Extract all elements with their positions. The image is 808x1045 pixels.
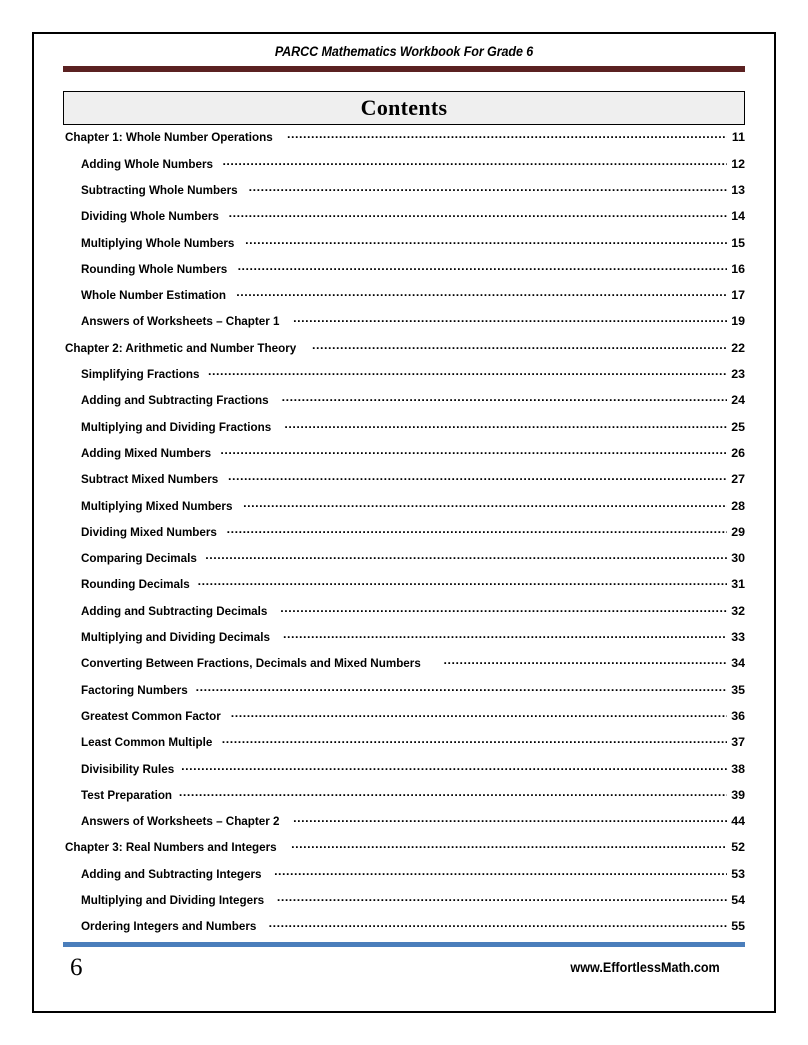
toc-dot-leader <box>284 418 727 430</box>
toc-dot-leader <box>222 155 727 167</box>
toc-dot-leader <box>287 129 727 141</box>
toc-dot-leader <box>282 392 727 404</box>
toc-dot-leader <box>274 865 727 877</box>
toc-entry-label: Dividing Mixed Numbers <box>81 524 217 539</box>
toc-entry-row[interactable] <box>63 602 745 628</box>
table-of-contents-list <box>63 126 745 944</box>
toc-entry-label: Comparing Decimals <box>81 551 197 566</box>
toc-entry-row[interactable] <box>63 260 745 286</box>
toc-entry-row[interactable] <box>63 655 745 681</box>
toc-entry-label: Adding Mixed Numbers <box>81 445 212 460</box>
toc-chapter-row[interactable] <box>63 129 745 155</box>
toc-entry-label: Multiplying and Dividing Fractions <box>81 419 272 434</box>
toc-entry-label: Answers of Worksheets – Chapter 1 <box>81 314 280 329</box>
toc-entry-row[interactable] <box>63 550 745 576</box>
footer-website-label: www.EffortlessMath.com <box>570 959 720 976</box>
toc-entry-label: Rounding Decimals <box>81 577 190 592</box>
toc-entry-row[interactable] <box>63 629 745 655</box>
toc-dot-leader <box>222 734 727 746</box>
toc-entry-row[interactable] <box>63 366 745 392</box>
running-header <box>63 34 745 72</box>
toc-entry-page-number: 33 <box>731 630 745 645</box>
toc-entry-page-number: 52 <box>731 840 745 855</box>
toc-entry-row[interactable] <box>63 865 745 891</box>
toc-dot-leader <box>236 287 727 299</box>
toc-entry-label: Test Preparation <box>81 787 173 802</box>
toc-entry-page-number: 31 <box>731 577 745 592</box>
toc-entry-row[interactable] <box>63 708 745 734</box>
toc-entry-page-number: 12 <box>731 156 745 171</box>
toc-dot-leader <box>181 760 727 772</box>
page-content-area <box>34 34 774 1011</box>
toc-entry-label: Simplifying Fractions <box>81 367 200 382</box>
toc-entry-row[interactable] <box>63 576 745 602</box>
toc-entry-page-number: 28 <box>731 498 745 513</box>
toc-entry-page-number: 25 <box>731 419 745 434</box>
toc-entry-page-number: 14 <box>731 209 745 224</box>
toc-entry-page-number: 23 <box>731 367 745 382</box>
toc-dot-leader <box>231 708 727 720</box>
toc-dot-leader <box>227 523 727 535</box>
toc-dot-leader <box>229 208 727 220</box>
toc-entry-row[interactable] <box>63 392 745 418</box>
toc-entry-row[interactable] <box>63 313 745 339</box>
toc-entry-row[interactable] <box>63 918 745 944</box>
toc-entry-page-number: 26 <box>731 445 745 460</box>
toc-entry-page-number: 30 <box>731 551 745 566</box>
toc-entry-row[interactable] <box>63 418 745 444</box>
toc-entry-label: Divisibility Rules <box>81 761 175 776</box>
toc-entry-label: Ordering Integers and Numbers <box>81 919 257 934</box>
footer-page-number: 6 <box>70 953 83 981</box>
toc-dot-leader <box>293 813 727 825</box>
running-header-title: PARCC Mathematics Workbook For Grade 6 <box>274 44 534 59</box>
toc-entry-label: Chapter 1: Whole Number Operations <box>65 130 273 145</box>
toc-dot-leader <box>238 260 727 272</box>
toc-dot-leader <box>208 366 727 378</box>
toc-entry-page-number: 17 <box>731 288 745 303</box>
toc-entry-page-number: 55 <box>731 919 745 934</box>
toc-entry-label: Adding and Subtracting Integers <box>81 866 262 881</box>
toc-entry-page-number: 13 <box>731 182 745 197</box>
toc-dot-leader <box>293 313 727 325</box>
toc-dot-leader <box>205 550 727 562</box>
toc-entry-label: Multiplying Whole Numbers <box>81 235 235 250</box>
toc-dot-leader <box>179 786 727 798</box>
toc-entry-label: Greatest Common Factor <box>81 708 221 723</box>
footer-row <box>63 954 745 982</box>
toc-entry-page-number: 35 <box>731 682 745 697</box>
contents-heading-label: Contents <box>360 95 448 120</box>
toc-dot-leader <box>277 892 727 904</box>
toc-entry-page-number: 37 <box>731 735 745 750</box>
toc-entry-page-number: 53 <box>731 866 745 881</box>
toc-entry-page-number: 11 <box>731 130 745 145</box>
toc-dot-leader <box>245 234 727 246</box>
toc-entry-label: Whole Number Estimation <box>81 288 226 303</box>
page-footer <box>63 942 745 982</box>
footer-rule <box>63 942 745 947</box>
toc-entry-row[interactable] <box>63 523 745 549</box>
toc-entry-label: Chapter 3: Real Numbers and Integers <box>65 840 277 855</box>
toc-entry-row[interactable] <box>63 155 745 181</box>
toc-entry-row[interactable] <box>63 208 745 234</box>
toc-entry-page-number: 24 <box>731 393 745 408</box>
toc-entry-label: Adding and Subtracting Fractions <box>81 393 269 408</box>
toc-entry-label: Adding and Subtracting Decimals <box>81 603 268 618</box>
toc-entry-page-number: 22 <box>731 340 745 355</box>
toc-dot-leader <box>198 576 727 588</box>
toc-entry-label: Dividing Whole Numbers <box>81 209 219 224</box>
toc-dot-leader <box>243 497 727 509</box>
toc-entry-label: Multiplying and Dividing Decimals <box>81 630 270 645</box>
toc-entry-row[interactable] <box>63 497 745 523</box>
toc-entry-row[interactable] <box>63 892 745 918</box>
toc-chapter-row[interactable] <box>63 339 745 365</box>
toc-entry-label: Least Common Multiple <box>81 735 213 750</box>
toc-entry-page-number: 39 <box>731 787 745 802</box>
toc-entry-page-number: 29 <box>731 524 745 539</box>
toc-entry-page-number: 44 <box>731 814 745 829</box>
toc-entry-label: Rounding Whole Numbers <box>81 261 228 276</box>
toc-entry-page-number: 38 <box>731 761 745 776</box>
toc-entry-page-number: 27 <box>731 472 745 487</box>
toc-entry-row[interactable] <box>63 234 745 260</box>
toc-dot-leader <box>280 602 727 614</box>
contents-heading-box <box>63 91 745 125</box>
toc-dot-leader <box>291 839 727 851</box>
toc-entry-label: Subtracting Whole Numbers <box>81 182 238 197</box>
toc-entry-label: Chapter 2: Arithmetic and Number Theory <box>65 340 297 355</box>
toc-dot-leader <box>443 655 727 667</box>
toc-entry-label: Multiplying and Dividing Integers <box>81 893 265 907</box>
toc-entry-label: Answers of Worksheets – Chapter 2 <box>81 814 280 829</box>
toc-entry-label: Converting Between Fractions, Decimals and Mixed Numbers <box>81 656 421 671</box>
toc-entry-row[interactable] <box>63 287 745 313</box>
toc-dot-leader <box>196 681 727 693</box>
toc-entry-row[interactable] <box>63 681 745 707</box>
toc-entry-label: Adding Whole Numbers <box>81 156 214 171</box>
header-rule <box>63 66 745 72</box>
toc-entry-row[interactable] <box>63 471 745 497</box>
toc-entry-row[interactable] <box>63 786 745 812</box>
toc-dot-leader <box>312 339 727 351</box>
page-sheet <box>32 32 776 1013</box>
toc-entry-label: Factoring Numbers <box>81 682 188 697</box>
toc-dot-leader <box>249 182 727 194</box>
toc-entry-row[interactable] <box>63 445 745 471</box>
toc-dot-leader <box>220 445 727 457</box>
toc-entry-label: Multiplying Mixed Numbers <box>81 498 233 513</box>
toc-entry-page-number: 16 <box>731 261 745 276</box>
toc-dot-leader <box>228 471 727 483</box>
toc-entry-page-number: 19 <box>731 314 745 329</box>
toc-dot-leader <box>283 629 727 641</box>
toc-entry-page-number: 15 <box>731 235 745 250</box>
toc-entry-page-number: 34 <box>731 656 745 671</box>
toc-entry-row[interactable] <box>63 813 745 839</box>
toc-entry-row[interactable] <box>63 182 745 208</box>
toc-entry-page-number: 54 <box>731 893 745 907</box>
toc-dot-leader <box>269 918 727 930</box>
toc-entry-label: Subtract Mixed Numbers <box>81 472 219 487</box>
toc-entry-row[interactable] <box>63 734 745 760</box>
toc-entry-page-number: 36 <box>731 708 745 723</box>
toc-entry-row[interactable] <box>63 760 745 786</box>
toc-chapter-row[interactable] <box>63 839 745 865</box>
toc-entry-page-number: 32 <box>731 603 745 618</box>
